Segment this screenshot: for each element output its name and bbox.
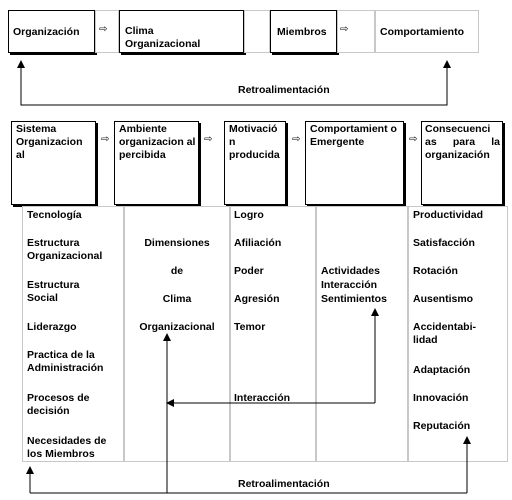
header-label: Comportamient o Emergente (310, 123, 397, 148)
list-item: Actividades (321, 265, 380, 277)
list-item: Interacción (321, 279, 378, 291)
right-arrow-icon: ⇨ (292, 134, 301, 145)
right-arrow-icon: ⇨ (204, 134, 213, 145)
header-label: Motivació n producida (229, 123, 280, 161)
list-item: Procesos de decisión (27, 392, 90, 417)
list-item: Temor (234, 321, 266, 333)
list-item: Productividad (413, 209, 484, 221)
list-item: Ausentismo (413, 293, 474, 305)
list-item: de (170, 265, 184, 277)
right-arrow-icon: ⇨ (340, 24, 349, 35)
list-item: Liderazgo (27, 321, 77, 333)
header-label: Ambiente organizacion al percibida (119, 123, 196, 161)
list-item: Poder (234, 265, 264, 277)
right-arrow-icon: ⇨ (101, 134, 110, 145)
box-label: Comportamiento (380, 26, 464, 38)
list-item: Accidentabi-lidad (413, 321, 477, 346)
list-item: Sentimientos (321, 293, 387, 305)
list-item: Satisfacción (413, 237, 475, 249)
list-item: Interacción (234, 392, 291, 404)
header-label: Consecuenci as para la organización (425, 123, 500, 161)
list-item: Tecnología (27, 209, 82, 221)
list-item: Practica de la Administración (27, 349, 104, 374)
list-item: Adaptación (413, 364, 471, 376)
box-label: Clima Organizacional (125, 25, 201, 50)
list-item: Dimensiones (144, 237, 210, 249)
list-item: Agresión (234, 293, 280, 305)
box-label: Organización (13, 26, 80, 38)
box-label: Miembros (277, 26, 327, 38)
list-item: Necesidades de los Miembros (27, 435, 107, 460)
right-arrow-icon: ⇨ (409, 134, 418, 145)
feedback-label-top: Retroalimentación (238, 84, 330, 96)
list-item: Estructura Organizacional (27, 237, 103, 262)
feedback-loop-top (21, 64, 447, 105)
list-item: Logro (234, 209, 264, 221)
list-item: Innovación (413, 392, 469, 404)
list-item: Rotación (413, 265, 458, 277)
right-arrow-icon: ⇨ (99, 24, 108, 35)
feedback-label-bottom: Retroalimentación (238, 478, 330, 490)
list-item: Estructura Social (27, 279, 80, 304)
list-item: Clima (162, 293, 192, 305)
list-item: Organizacional (139, 321, 215, 333)
list-item: Afiliación (234, 237, 282, 249)
list-item: Reputación (413, 420, 471, 432)
header-label: Sistema Organizacion al (16, 123, 83, 161)
